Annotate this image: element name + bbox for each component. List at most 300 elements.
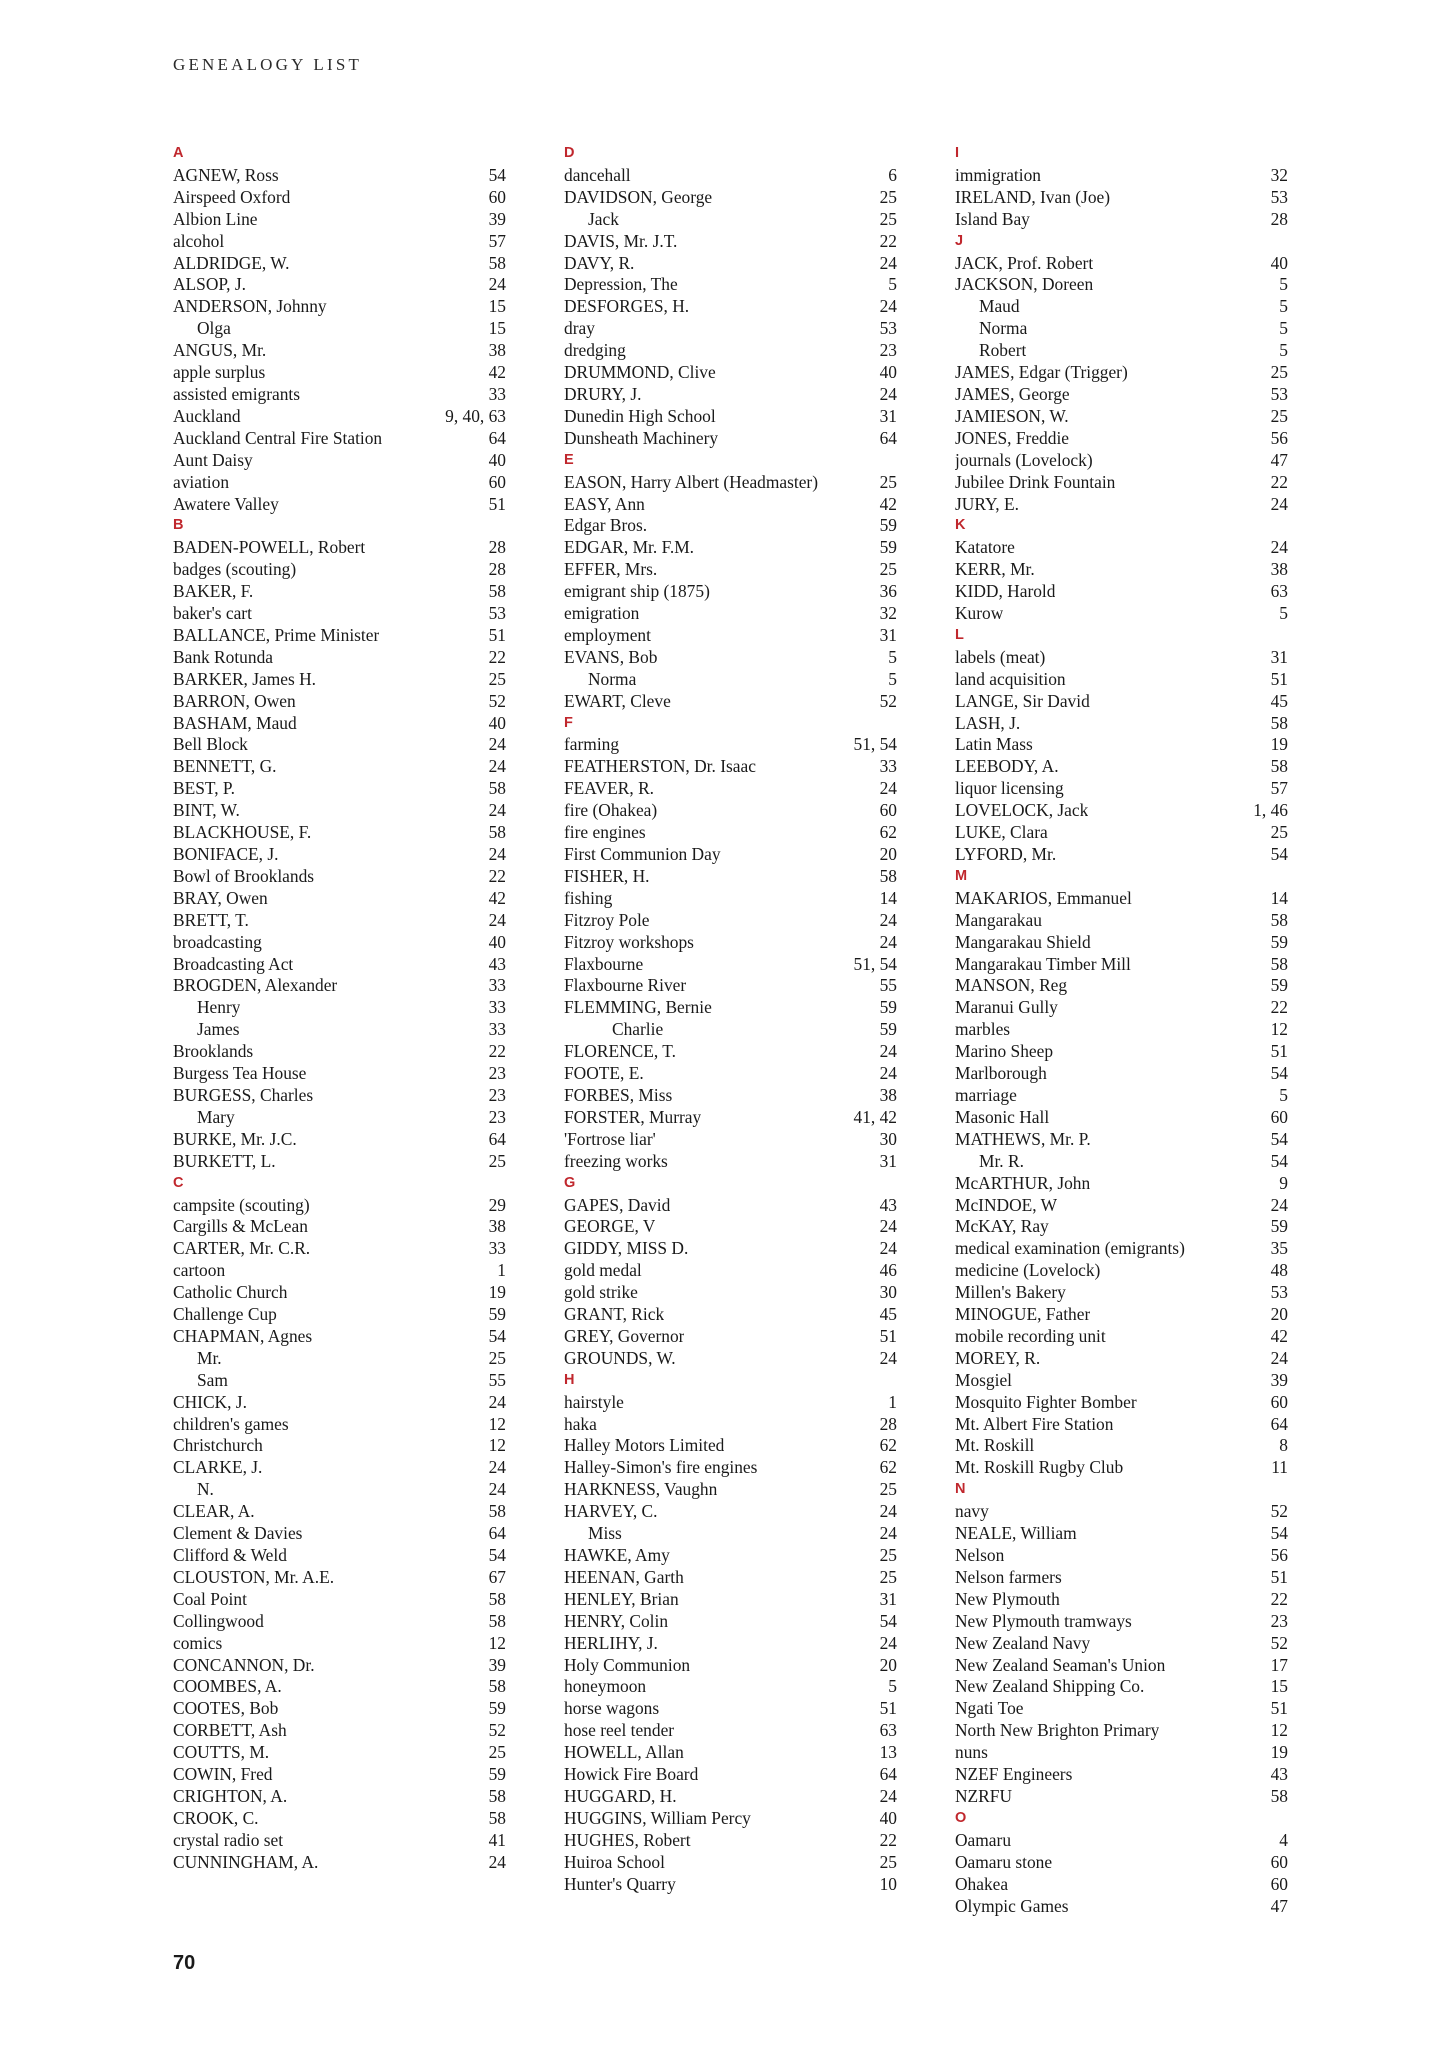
entry-page-ref: 51 [879, 1698, 897, 1719]
index-entry [564, 975, 897, 997]
entry-term: Mary [197, 1106, 235, 1127]
entry-term: GREY, Governor [564, 1325, 685, 1346]
entry-page-ref: 24 [488, 1851, 506, 1872]
index-entry [564, 318, 897, 340]
entry-term: dray [564, 318, 595, 339]
index-entry [955, 603, 1288, 625]
index-entry [564, 1589, 897, 1611]
entry-page-ref: 64 [488, 1523, 506, 1544]
entry-page-ref: 24 [488, 844, 506, 864]
entry-term: Broadcasting Act [173, 953, 294, 974]
entry-page-ref: 24 [488, 756, 506, 777]
entry-term: Challenge Cup [173, 1304, 277, 1325]
entry-term: medicine (Lovelock) [955, 1260, 1101, 1281]
index-entry [955, 975, 1288, 997]
entry-page-ref: 24 [488, 1479, 506, 1500]
index-entry [955, 1830, 1288, 1852]
entry-page-ref: 43 [1270, 1764, 1288, 1785]
index-entry [564, 1260, 897, 1282]
entry-page-ref: 5 [1279, 318, 1288, 339]
entry-page-ref: 52 [1270, 1632, 1288, 1653]
index-entry [564, 1348, 897, 1370]
index-entry [173, 1720, 506, 1742]
entry-page-ref: 24 [1270, 537, 1288, 558]
index-entry [173, 800, 506, 822]
entry-page-ref: 67 [488, 1566, 506, 1587]
entry-term: apple surplus [173, 362, 266, 383]
entry-term: journals (Lovelock) [955, 449, 1093, 470]
entry-page-ref: 5 [1279, 603, 1288, 624]
entry-page-ref: 59 [879, 515, 897, 536]
entry-page-ref: 24 [879, 1041, 897, 1062]
entry-term: North New Brighton Primary [955, 1720, 1160, 1741]
index-entry [564, 603, 897, 625]
entry-page-ref: 55 [879, 975, 897, 996]
entry-page-ref: 24 [1270, 1347, 1288, 1368]
index-entry [564, 340, 897, 362]
entry-page-ref: 51, 54 [853, 953, 897, 974]
entry-term: Mt. Roskill [955, 1435, 1035, 1456]
index-entry [173, 1808, 506, 1830]
index-entry [564, 625, 897, 647]
entry-page-ref: 5 [1279, 274, 1288, 295]
entry-term: Huiroa School [564, 1851, 665, 1872]
entry-page-ref: 59 [488, 1698, 506, 1719]
entry-term: COUTTS, M. [173, 1742, 270, 1763]
index-entry [173, 603, 506, 625]
index-entry [564, 1392, 897, 1414]
index-entry [564, 1611, 897, 1633]
entry-page-ref: 25 [879, 471, 897, 492]
entry-page-ref: 9, 40, 63 [445, 405, 506, 426]
entry-term: BURKETT, L. [173, 1150, 276, 1171]
index-entry [564, 537, 897, 559]
index-entry [564, 1063, 897, 1085]
index-entry [955, 1414, 1288, 1436]
entry-page-ref: 24 [488, 1391, 506, 1412]
index-entry [173, 1238, 506, 1260]
entry-page-ref: 53 [1270, 383, 1288, 404]
entry-page-ref: 15 [488, 296, 506, 317]
entry-term: KIDD, Harold [955, 581, 1056, 602]
entry-page-ref: 24 [879, 296, 897, 317]
index-entry [173, 1611, 506, 1633]
entry-term: N. [197, 1479, 214, 1500]
entry-term: HEENAN, Garth [564, 1566, 684, 1587]
entry-page-ref: 60 [488, 186, 506, 207]
entry-page-ref: 24 [488, 274, 506, 295]
entry-term: LASH, J. [955, 712, 1021, 733]
entry-term: Latin Mass [955, 734, 1033, 755]
entry-term: Clement & Davies [173, 1523, 303, 1544]
index-entry [564, 1698, 897, 1720]
letter-heading-c: C [173, 1174, 184, 1191]
index-entry [564, 1019, 897, 1041]
entry-page-ref: 24 [879, 1632, 897, 1653]
entry-page-ref: 58 [1270, 953, 1288, 974]
index-entry [564, 1435, 897, 1457]
entry-term: DRURY, J. [564, 383, 642, 404]
entry-term: Collingwood [173, 1610, 264, 1631]
entry-term: Mosquito Fighter Bomber [955, 1391, 1137, 1412]
entry-page-ref: 53 [1270, 186, 1288, 207]
entry-term: COOMBES, A. [173, 1676, 282, 1697]
index-entry [173, 1216, 506, 1238]
entry-term: Cargills & McLean [173, 1216, 308, 1237]
index-entry [564, 296, 897, 318]
index-entry [173, 1633, 506, 1655]
entry-term: Coal Point [173, 1588, 247, 1609]
entry-term: navy [955, 1501, 989, 1522]
entry-page-ref: 55 [488, 1369, 506, 1390]
letter-heading-k: K [955, 517, 966, 534]
entry-term: HUGHES, Robert [564, 1829, 691, 1850]
entry-term: DESFORGES, H. [564, 296, 690, 317]
entry-page-ref: 58 [1270, 909, 1288, 930]
index-entry [564, 822, 897, 844]
entry-page-ref: 24 [879, 931, 897, 952]
entry-term: MANSON, Reg [955, 975, 1068, 996]
entry-page-ref: 31 [879, 624, 897, 645]
entry-term: New Zealand Navy [955, 1632, 1091, 1653]
entry-term: BENNETT, G. [173, 756, 277, 777]
index-entry [955, 713, 1288, 735]
letter-heading-a: A [173, 145, 184, 161]
entry-page-ref: 25 [1270, 405, 1288, 426]
index-entry [173, 1479, 506, 1501]
entry-term: Dunsheath Machinery [564, 427, 719, 448]
index-entry [173, 1019, 506, 1041]
index-entry [173, 997, 506, 1019]
entry-page-ref: 58 [488, 1610, 506, 1631]
index-entry [955, 822, 1288, 844]
entry-term: Fitzroy workshops [564, 931, 694, 952]
entry-term: BURGESS, Charles [173, 1084, 314, 1105]
entry-page-ref: 52 [1270, 1501, 1288, 1522]
index-entry [173, 253, 506, 275]
entry-page-ref: 42 [879, 493, 897, 514]
entry-page-ref: 59 [879, 1019, 897, 1040]
index-entry [173, 340, 506, 362]
index-entry [564, 165, 897, 187]
entry-term: dredging [564, 340, 626, 361]
index-entry [173, 1260, 506, 1282]
index-entry [173, 691, 506, 713]
entry-term: CLOUSTON, Mr. A.E. [173, 1566, 335, 1587]
entry-page-ref: 28 [1270, 208, 1288, 229]
entry-term: Olga [197, 318, 231, 339]
entry-page-ref: 24 [488, 800, 506, 821]
index-entry [955, 669, 1288, 691]
entry-term: Norma [588, 668, 637, 689]
index-entry [173, 669, 506, 691]
index-entry [564, 406, 897, 428]
entry-page-ref: 38 [1270, 559, 1288, 580]
entry-term: Mangarakau Shield [955, 931, 1091, 952]
entry-term: Nelson farmers [955, 1566, 1062, 1587]
index-entry [564, 1808, 897, 1830]
index-entry [955, 1852, 1288, 1874]
index-entry [564, 669, 897, 691]
index-entry [173, 1414, 506, 1436]
entry-term: farming [564, 734, 620, 755]
index-entry [955, 997, 1288, 1019]
entry-term: NZRFU [955, 1785, 1013, 1806]
index-entry [955, 1896, 1288, 1918]
index-entry [955, 1611, 1288, 1633]
letter-heading-b: B [173, 517, 184, 534]
index-entry [173, 1370, 506, 1392]
entry-term: broadcasting [173, 931, 262, 952]
entry-term: KERR, Mr. [955, 559, 1035, 580]
entry-term: children's games [173, 1413, 289, 1434]
entry-page-ref: 51 [488, 624, 506, 645]
entry-page-ref: 36 [879, 581, 897, 602]
index-entry [173, 428, 506, 450]
index-entry [173, 1435, 506, 1457]
letter-heading-e: E [564, 451, 574, 468]
entry-term: BASHAM, Maud [173, 712, 297, 733]
entry-page-ref: 54 [1270, 1128, 1288, 1149]
index-entry [564, 1742, 897, 1764]
entry-page-ref: 24 [879, 383, 897, 404]
entry-page-ref: 24 [879, 1063, 897, 1084]
index-entry [955, 1545, 1288, 1567]
entry-page-ref: 51 [1270, 1698, 1288, 1719]
entry-term: FORSTER, Murray [564, 1106, 702, 1127]
entry-term: marbles [955, 1019, 1011, 1040]
entry-page-ref: 41, 42 [853, 1106, 897, 1127]
entry-page-ref: 58 [879, 865, 897, 886]
entry-term: Nelson [955, 1545, 1005, 1565]
index-entry [173, 734, 506, 756]
index-entry [173, 231, 506, 253]
index-entry [173, 209, 506, 231]
entry-page-ref: 22 [488, 865, 506, 886]
entry-term: EDGAR, Mr. F.M. [564, 537, 695, 558]
entry-term: baker's cart [173, 603, 252, 624]
index-entry [564, 1786, 897, 1808]
entry-page-ref: 23 [1270, 1610, 1288, 1631]
index-entry [173, 1698, 506, 1720]
index-entry [955, 1282, 1288, 1304]
entry-term: hairstyle [564, 1391, 624, 1412]
entry-page-ref: 59 [879, 997, 897, 1018]
entry-page-ref: 24 [879, 1501, 897, 1522]
entry-page-ref: 38 [879, 1084, 897, 1105]
entry-page-ref: 60 [879, 800, 897, 821]
entry-term: New Plymouth [955, 1588, 1060, 1609]
index-entry [955, 888, 1288, 910]
index-entry [173, 165, 506, 187]
entry-page-ref: 53 [488, 603, 506, 624]
index-entry [173, 866, 506, 888]
entry-term: HOWELL, Allan [564, 1742, 684, 1763]
entry-term: crystal radio set [173, 1829, 284, 1850]
entry-term: ANGUS, Mr. [173, 340, 267, 361]
entry-term: MINOGUE, Father [955, 1304, 1091, 1325]
entry-page-ref: 63 [879, 1720, 897, 1741]
entry-term: HERLIHY, J. [564, 1632, 658, 1653]
index-entry [955, 1348, 1288, 1370]
index-entry [173, 1063, 506, 1085]
entry-term: COWIN, Fred [173, 1764, 273, 1785]
index-entry [564, 187, 897, 209]
entry-page-ref: 30 [879, 1282, 897, 1303]
entry-page-ref: 54 [1270, 1063, 1288, 1084]
entry-term: BONIFACE, J. [173, 844, 279, 864]
entry-term: BADEN-POWELL, Robert [173, 537, 366, 558]
entry-term: MOREY, R. [955, 1347, 1041, 1368]
entry-page-ref: 33 [488, 1238, 506, 1259]
entry-term: horse wagons [564, 1698, 660, 1719]
entry-page-ref: 58 [488, 252, 506, 273]
index-entry [173, 778, 506, 800]
entry-page-ref: 20 [879, 1654, 897, 1675]
entry-term: Oamaru [955, 1829, 1012, 1850]
entry-page-ref: 59 [1270, 931, 1288, 952]
index-entry [173, 1545, 506, 1567]
entry-term: assisted emigrants [173, 383, 301, 404]
entry-page-ref: 40 [879, 362, 897, 383]
index-entry [564, 384, 897, 406]
entry-term: Christchurch [173, 1435, 263, 1456]
entry-term: CROOK, C. [173, 1807, 259, 1828]
index-entry [955, 1326, 1288, 1348]
entry-term: 'Fortrose liar' [564, 1128, 656, 1149]
entry-term: Fitzroy Pole [564, 909, 650, 930]
entry-term: DAVIS, Mr. J.T. [564, 230, 678, 251]
entry-page-ref: 20 [1270, 1304, 1288, 1325]
entry-page-ref: 58 [488, 1785, 506, 1806]
index-entry [173, 318, 506, 340]
entry-page-ref: 38 [488, 1216, 506, 1237]
entry-page-ref: 29 [488, 1194, 506, 1215]
entry-page-ref: 58 [1270, 756, 1288, 777]
index-entry [173, 1107, 506, 1129]
entry-page-ref: 47 [1270, 1895, 1288, 1916]
entry-page-ref: 40 [488, 712, 506, 733]
entry-term: FEATHERSTON, Dr. Isaac [564, 756, 756, 777]
entry-page-ref: 51 [1270, 1566, 1288, 1587]
entry-term: ALDRIDGE, W. [173, 252, 290, 273]
entry-term: Mr. [197, 1347, 222, 1368]
entry-page-ref: 5 [888, 1676, 897, 1697]
index-entry [564, 515, 897, 537]
entry-term: Dunedin High School [564, 405, 716, 426]
entry-page-ref: 25 [1270, 362, 1288, 383]
entry-page-ref: 22 [1270, 997, 1288, 1018]
entry-term: emigrant ship (1875) [564, 581, 710, 602]
index-entry [173, 910, 506, 932]
index-entry [564, 231, 897, 253]
entry-page-ref: 5 [1279, 1084, 1288, 1105]
entry-page-ref: 52 [488, 690, 506, 711]
index-entry [955, 1567, 1288, 1589]
entry-page-ref: 57 [1270, 778, 1288, 799]
entry-term: CRIGHTON, A. [173, 1785, 288, 1806]
index-entry [564, 1216, 897, 1238]
index-entry [955, 340, 1288, 362]
index-entry [173, 537, 506, 559]
entry-term: JACKSON, Doreen [955, 274, 1094, 295]
entry-page-ref: 33 [488, 383, 506, 404]
entry-term: New Plymouth tramways [955, 1610, 1132, 1631]
column-2 [564, 143, 897, 1896]
entry-term: comics [173, 1632, 223, 1653]
entry-page-ref: 23 [488, 1063, 506, 1084]
entry-page-ref: 25 [879, 1545, 897, 1565]
entry-term: mobile recording unit [955, 1325, 1106, 1346]
entry-page-ref: 28 [488, 559, 506, 580]
index-entry [564, 362, 897, 384]
page-number: 70 [173, 1952, 196, 1974]
index-columns [173, 143, 1293, 1917]
entry-page-ref: 59 [1270, 1216, 1288, 1237]
entry-term: Edgar Bros. [564, 515, 648, 536]
entry-term: JONES, Freddie [955, 427, 1069, 448]
entry-page-ref: 51 [1270, 668, 1288, 689]
entry-page-ref: 24 [879, 1785, 897, 1806]
entry-term: Olympic Games [955, 1895, 1069, 1916]
entry-term: LEEBODY, A. [955, 756, 1059, 777]
entry-page-ref: 24 [488, 1457, 506, 1478]
entry-page-ref: 6 [888, 164, 897, 185]
column-1 [173, 143, 506, 1874]
entry-term: EASON, Harry Albert (Headmaster) [564, 471, 819, 492]
index-entry [173, 1676, 506, 1698]
entry-page-ref: 63 [1270, 581, 1288, 602]
index-entry [564, 1676, 897, 1698]
index-entry [173, 450, 506, 472]
entry-page-ref: 23 [879, 340, 897, 361]
entry-term: BAKER, F. [173, 581, 254, 602]
index-entry [173, 647, 506, 669]
index-entry [564, 1107, 897, 1129]
index-entry [955, 187, 1288, 209]
entry-term: James [197, 1019, 240, 1040]
entry-term: BURKE, Mr. J.C. [173, 1128, 297, 1149]
entry-term: FLORENCE, T. [564, 1041, 676, 1062]
entry-page-ref: 25 [488, 668, 506, 689]
entry-page-ref: 25 [879, 559, 897, 580]
index-entry [955, 844, 1288, 866]
index-entry [564, 428, 897, 450]
entry-page-ref: 19 [1270, 734, 1288, 755]
index-entry [955, 581, 1288, 603]
entry-term: Marlborough [955, 1063, 1047, 1084]
index-entry [173, 494, 506, 516]
entry-page-ref: 32 [1270, 164, 1288, 185]
entry-term: BARRON, Owen [173, 690, 296, 711]
entry-page-ref: 40 [879, 1807, 897, 1828]
index-entry [173, 1129, 506, 1151]
entry-page-ref: 54 [488, 1545, 506, 1565]
index-entry [564, 1304, 897, 1326]
entry-term: HENRY, Colin [564, 1610, 669, 1631]
entry-page-ref: 30 [879, 1128, 897, 1149]
entry-term: fishing [564, 887, 613, 908]
entry-page-ref: 22 [488, 1041, 506, 1062]
index-entry [173, 581, 506, 603]
entry-page-ref: 31 [879, 1588, 897, 1609]
entry-page-ref: 17 [1270, 1654, 1288, 1675]
index-entry [173, 274, 506, 296]
index-entry [955, 1173, 1288, 1195]
entry-term: Charlie [612, 1019, 664, 1040]
index-entry [173, 1501, 506, 1523]
entry-term: JURY, E. [955, 493, 1019, 514]
